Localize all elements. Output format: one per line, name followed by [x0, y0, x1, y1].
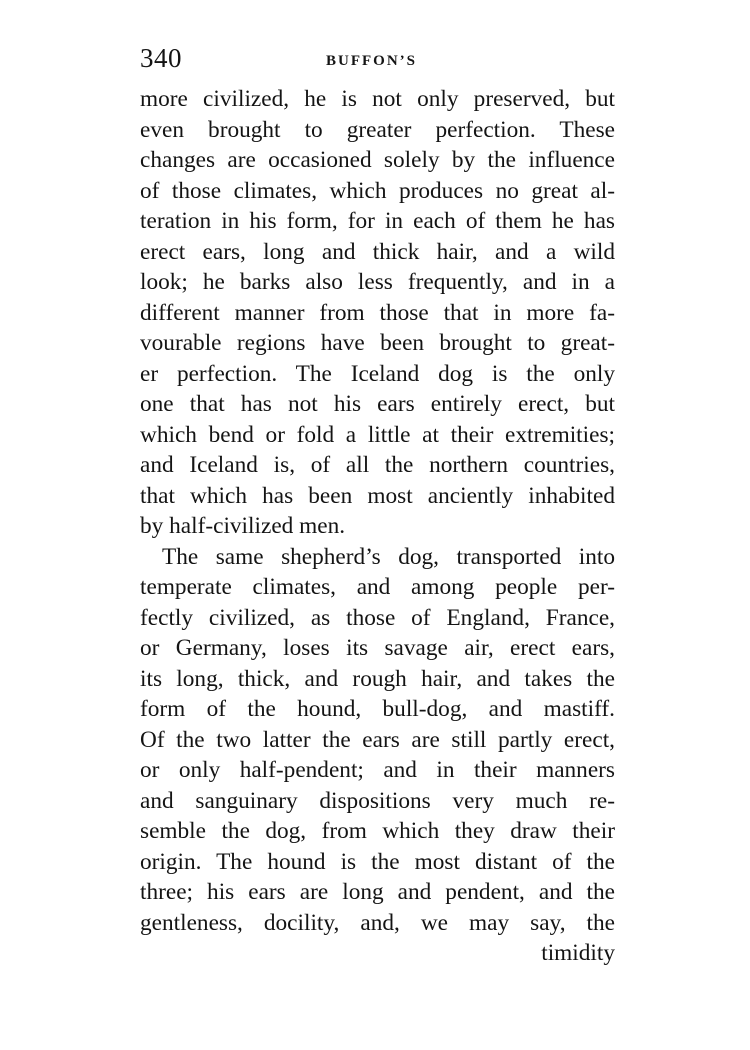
text-line: or only half-pendent; and in their manners [140, 757, 615, 783]
page-number: 340 [140, 43, 182, 73]
text-line: erect ears, long and thick hair, and a wild [140, 238, 615, 265]
text-line: by half-civilized men. [140, 513, 346, 539]
text-line: which bend or fold a little at their extremities; [140, 421, 615, 448]
text-line: and Iceland is, of all the northern countries, [140, 452, 615, 478]
text-line: three; his ears are long and pendent, and the [140, 879, 615, 905]
text-line: its long, thick, and rough hair, and takes the [140, 665, 615, 692]
text-line: and sanguinary dispositions very much re- [140, 787, 615, 814]
text-line: of those climates, which produces no great al- [140, 177, 615, 204]
text-line: that which has been most anciently inhabited [140, 482, 615, 509]
text-line: look; he barks also less frequently, and in a [140, 269, 615, 295]
text-line: The same shepherd’s dog, transported into [162, 543, 615, 570]
paragraph-2 [140, 542, 615, 939]
body-text [140, 84, 615, 969]
text-line: gentleness, docility, and, we may say, the [140, 909, 615, 936]
catchword: timidity [541, 940, 615, 966]
text-line: or Germany, loses its savage air, erect ears, [140, 635, 615, 661]
text-line: changes are occasioned solely by the influence [140, 147, 615, 173]
text-line: er perfection. The Iceland dog is the only [140, 360, 615, 387]
paragraph-1 [140, 84, 615, 542]
running-head [140, 40, 615, 80]
text-line: form of the hound, bull-dog, and mastiff. [140, 696, 615, 722]
text-line: one that has not his ears entirely erect, but [140, 391, 615, 417]
text-line: even brought to greater perfection. These [140, 116, 615, 143]
text-line: different manner from those that in more fa- [140, 299, 615, 326]
text-line: Of the two latter the ears are still partly erect, [140, 726, 615, 753]
text-line: more civilized, he is not only preserved, but [140, 86, 615, 112]
text-line: teration in his form, for in each of them he has [140, 208, 615, 234]
text-line: fectly civilized, as those of England, France, [140, 604, 615, 631]
text-line: semble the dog, from which they draw their [140, 818, 615, 844]
running-title: BUFFON’S [326, 53, 417, 69]
text-line: origin. The hound is the most distant of the [140, 848, 615, 875]
text-line: vourable regions have been brought to great- [140, 330, 615, 356]
text-line: temperate climates, and among people per- [140, 574, 615, 600]
